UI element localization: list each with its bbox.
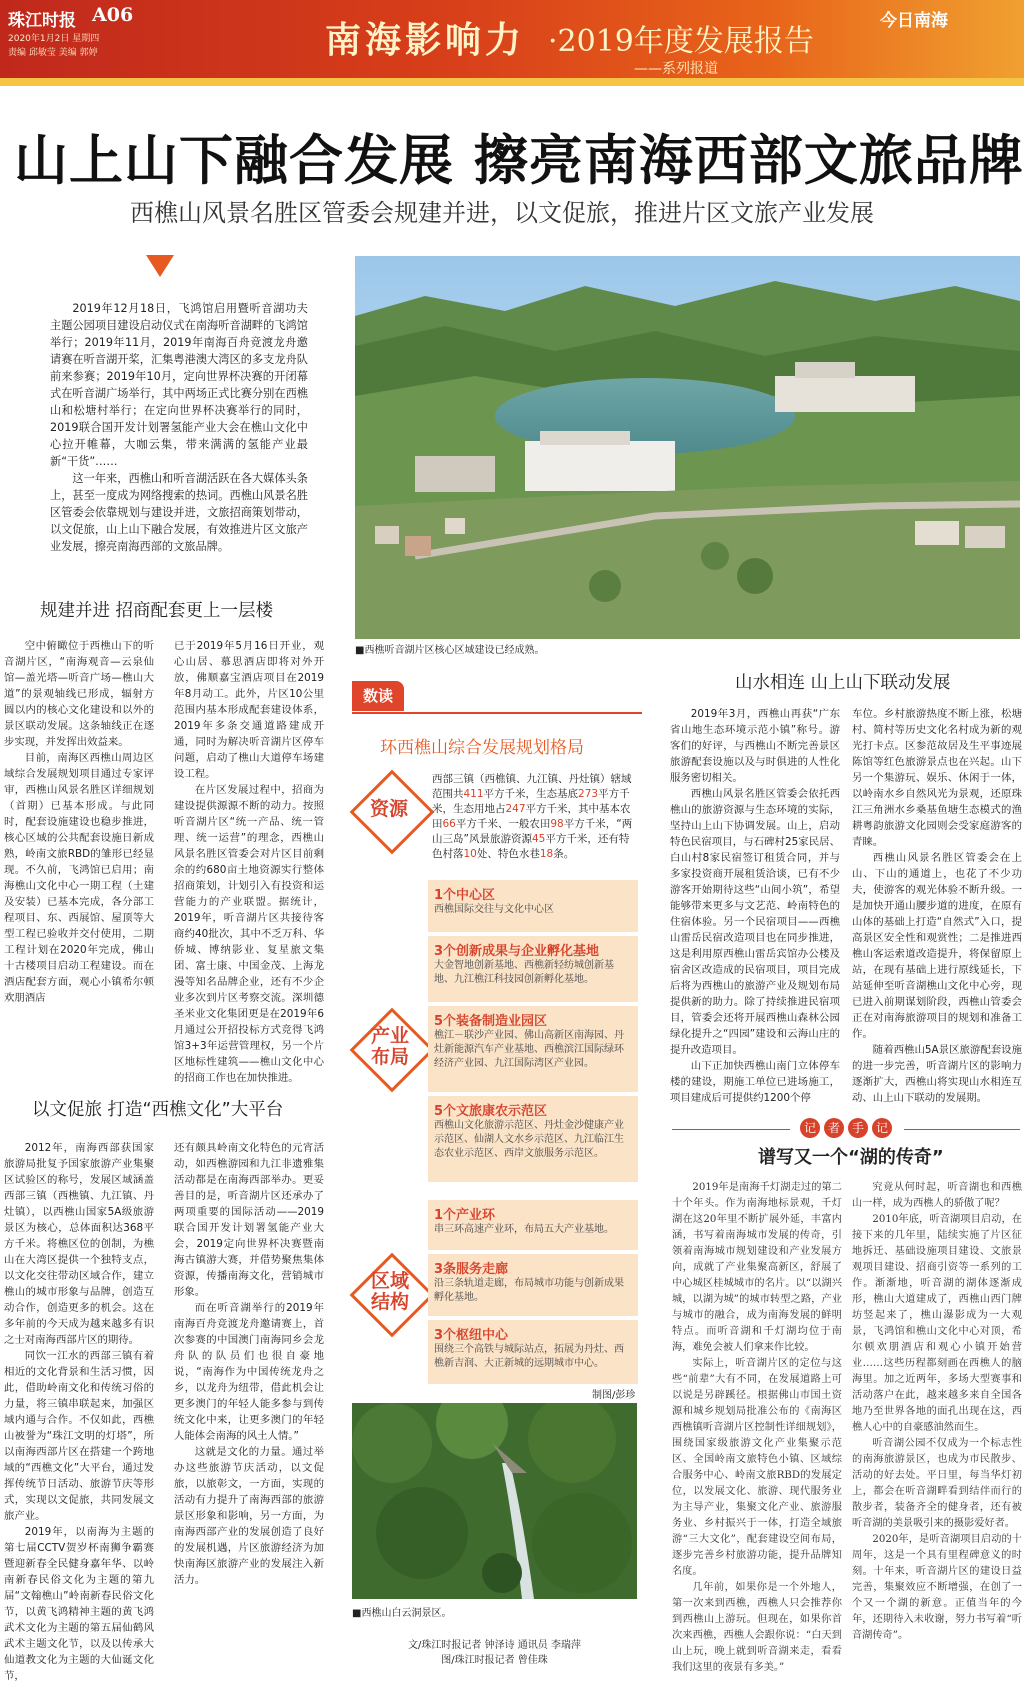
divider [904,1129,1020,1130]
lead-paragraph: 这一年来，西樵山和听音湖活跃在各大媒体头条上，甚至一度成为网络搜索的热词。西樵山风景名胜区管委会依靠规划与建设并进，文旅招商策划带动，以文促旅，山上山下融合发展，有效推进片区文旅产业发展，擦亮南海西部的文旅品牌。 [50,472,308,553]
plan-item-title: 5个装备制造业园区 [434,1014,548,1029]
article-column [670,706,840,1106]
plan-item-desc: 串三环高速产业环，布局五大产业基地。 [434,1224,614,1235]
article-paragraph: 2012年，南海西部获国家旅游局批复予国家旅游产业集聚区试验区的称号，发展区域涵盖西部三镇（西樵镇、九江镇、丹灶镇），以西樵山国家5A级旅游景区为核心，总体面积达368平方千米。将樵区位的创制，为樵山在大湾区提供一个独特支点，以文化交往带动区域合作，建立樵山的城市形象与品牌，创造互动合作，创造更多的机会。这在多年前的今天成为越来越多有识之士对南海西部片区的期待。 [4,1142,154,1346]
waterfall-photo [352,1403,637,1599]
figure-highlight: 273 [578,788,599,800]
data-tag: 数读 [352,681,404,711]
article-paragraph: 西樵山风景名胜区管委会在上山、下山的通道上，也花了不少功夫，使游客的观光体验不断升级。一是加快开通山腰步道的进度，在原有山体的基础上打造“自然式”入口，提高景区安全性和观赏性；二是推进西樵山客运索道改造提升，将保留原上站，在现有基础上进行原线延长，下站延伸至听音湖樵山文化中心旁，现已进入前期谋划阶段，西樵山管委会正在对南海旅游项目的规划和准备工作。 [852,852,1022,1040]
lead-paragraph: 2019年12月18日，飞鸿馆启用暨听音湖功夫主题公园项目建设启动仪式在南海听音湖畔的飞鸿馆举行；2019年11月，2019年南海百舟竞渡龙舟邀请赛在听音湖开桨，汇集粤港澳大湾区的多支龙舟队前来参赛；2019年10月，定向世界杯决赛的开闭幕式在听音湖广场举行，其中两场正式比赛分别在西樵山和松塘村举行；在定向世界杯决赛举行的同时，2019联合国开发计划署氢能产业大会在樵山文化中心拉开帷幕，大咖云集，带来满满的氢能产业最新“干货”…… [50,302,308,468]
plan-item-desc: 围绕三个高铁与城际站点，拓展为丹灶、西樵新吉润、大正新城的远期城市中心。 [434,1344,624,1369]
section-title: 以文促旅 打造“西樵文化”大平台 [32,1100,284,1120]
graphic-credit: 制图/彭珍 [592,1390,636,1401]
plan-item-title: 3个创新成果与企业孵化基地 [434,944,600,959]
text-part: 条。 [553,848,575,860]
article-paragraph: 随着西樵山5A景区旅游配套设施的进一步完善，听音湖片区的影响力逐渐扩大，西樵山将实现山水相连互动、山上山下联动的发展期。 [852,1044,1022,1104]
issue-meta [8,32,118,60]
text-part: 平方千米、一般农田 [455,818,551,830]
section-title: 山水相连 山上山下联动发展 [735,673,951,693]
plan-item-title: 1个产业环 [434,1208,496,1223]
chevron-down-icon [146,255,174,277]
text-part: 西部三镇（西樵镇、九江镇、丹灶镇）辖域范围共 [432,773,632,800]
plan-item-title: 1个中心区 [434,888,496,903]
notes-paragraph: 实际上，听音湖片区的定位与这些“前辈”大有不同，在发展道路上可以说是另辟蹊径。根据佛山市国土资源和城乡规划局批准公布的《南海区西樵镇听音湖片区控制性详细规划》，围绕国家级旅游文化产业集聚示范区、全国岭南文旅特色小镇、区域综合服务中心、岭南文旅RBD的发展定位，以发展文化、旅游、现代服务业为主导产业，集聚文化产业、旅游服务业、乡村振兴于一体，打造全域旅游“三大文化”，配套建设空间布局，逐步完善乡村旅游功能，提升品牌知名度。 [672,1358,842,1577]
plan-item [428,1254,638,1316]
text-part: 处、特色水巷 [476,848,540,860]
plan-item-desc: 大金智地创新基地、西樵新轻纺城创新基地、九江樵江科技园创新孵化基地。 [434,960,614,985]
text-part: 平方千米，还有特色村落 [432,833,630,860]
notes-column [852,1180,1022,1644]
divider [352,712,642,714]
issue-editors: 责编 邱敏莹 美编 郭婷 [8,48,98,58]
category-regional [352,1255,428,1331]
article-paragraph: 目前，南海区西樵山周边区域综合发展规划项目通过专家评审，西樵山风景名胜区详细规划（首期）已基本形成。与此同时，配套设施建设也稳步推进，核心区域的公共配套设施日新成熟，岭南文旅RBD的雏形已经显现。不久前，飞鸿馆已启用；南海樵山文化中心一期工程（土建及安装）已基本完成，各分部工程项目、东、西展馆、屋顶等大型工程已验收并交付使用，二期工程计划在2020年完成，佛山十古楼项目启动工程建设。而在酒店配套方面，观心小镇希尔顿欢朋酒店 [4,752,154,1004]
data-box-title: 环西樵山综合发展规划格局 [380,738,584,758]
badge-char: 者 [824,1118,844,1138]
cave-scenic-photo [352,1403,637,1599]
badge-char: 手 [848,1118,868,1138]
plan-item-desc: 西樵山文化旅游示范区、丹灶金沙健康产业示范区、仙湖人文水乡示范区、九江临江生态农业示范区、西岸文旅服务示范区。 [434,1120,624,1159]
notes-paragraph: 2010年底，听音湖项目启动，在接下来的几年里，陆续实施了片区征地拆迁、基础设施项目建设、文旅景观项目建设、招商引资等一系列的工作。渐渐地，听音湖的湖体逐渐成形，樵山大道建成了，西樵山西门牌坊竖起来了，樵山瀑影成为一大观景，飞鸿馆和樵山文化中心对顶，希尔顿欢朋酒店和观心小镇开始营业……这些历程都刻画在西樵人的脑海里。加之近两年，多场大型赛事和活动落户在此，越来越多来自全国各地乃至世界各地的面孔出现在这，西樵人心中的自豪感油然而生。 [852,1214,1022,1433]
article-paragraph: 2019年3月，西樵山再获“广东省山地生态环境示范小镇”称号。游客们的好评，与西樵山不断完善景区旅游配套设施以及与时俱进的人性化服务密切相关。 [670,708,840,784]
article-paragraph: 空中俯瞰位于西樵山下的听音湖片区，“南海观音—云泉仙馆—盖光塔—听音广场—樵山大道”的景观轴线已形成，辐射方圆以内的核心文化建设和以外的景区联动发展。这条轴线正在逐步实现，并发挥出效益来。 [4,640,154,748]
figure-highlight: 98 [550,818,564,830]
plan-item [428,1320,638,1384]
notes-paragraph: 2020年，是听音湖项目启动的十周年，这是一个具有里程碑意义的时刻。十年来，听音湖片区的建设日益完善，集聚效应不断增强，在创了一个又一个湖的新意。正值当年的今年，还期待入未收谢，努力书写着“听音湖传奇”。 [852,1534,1022,1641]
plan-item-desc: 西樵国际交往与文化中心区 [434,904,554,915]
main-photo [355,256,1020,639]
article-column [4,638,154,1006]
byline-writer: 文/珠江时报记者 钟泽诗 通讯员 李瑞萍 [408,1640,581,1651]
plan-item-title: 3个枢纽中心 [434,1328,509,1343]
article-paragraph: 在片区发展过程中，招商为建设提供源源不断的动力。按照听音湖片区“统一产品、统一管理、统一运营”的理念，西樵山风景名胜区管委会对片区目前剩余的约680亩土地资源实行整体招商策划，计划引入有投资和运营能力的产业联盟。据统计，2019年，听音湖片区共接待客商约40批次，其中不乏万科、华侨城、博纳影业、复星旅文集团、富士康、中国金茂、上海龙漫等知名品牌企业，还有不少企业多次到片区考察交流。深圳德圣米业文化集团更是在2019年6月通过公开招投标方式竞得飞鸿馆3+3年运营管理权，另一个片区地标性建筑——樵山文化中心的招商工作也在加快推进。 [174,784,324,1084]
article-paragraph: 车位。乡村旅游热度不断上涨，松塘村、简村等历史文化名村成为新的观光打卡点。区参范故居及生平事迹展陈馆等红色旅游景点也在兴起。山下另一个集游玩、娱乐、休闲于一体，以岭南水乡自然风光为景观，还原珠江三角洲水乡桑基鱼塘生态模式的渔耕粤韵旅游文化园则会受家庭游客的青睐。 [852,708,1022,848]
notes-column [672,1180,842,1676]
divider [672,1129,790,1130]
figure-highlight: 411 [463,788,484,800]
article-column [852,706,1022,1106]
category-resources [352,772,428,848]
badge-char: 记 [872,1118,892,1138]
lead-paragraphs [50,300,308,555]
figure-highlight: 10 [463,848,477,860]
category-label: 产业布局 [370,1025,409,1068]
column-report-title: ·2019年度发展报告 [548,24,814,59]
masthead-stripe [0,78,1024,86]
plan-item-desc: 樵江－联沙产业园、佛山高新区南海园、丹灶新能源汽车产业基地、西樵滨江国际绿环经济产业园、九江国际湾区产业园。 [434,1030,624,1069]
text-part: 平方千米，其中基本农田 [432,803,631,830]
article-paragraph: 还有颇具岭南文化特色的元宵活动，如西樵游园和九江非遗雅集活动都是在南海西部举办。更妥善目的是，听音湖片区还承办了两项重要的国际活动——2019联合国开发计划署氢能产业大会，2019定向世界杯决赛暨南海古镇游大赛，并借势聚焦集体资源，传播南海文化，营销城市形象。 [174,1142,324,1298]
notes-paragraph: 究竟从何时起，听音湖也和西樵山一样，成为西樵人的骄傲了呢？ [852,1182,1022,1209]
notes-paragraph: 听音湖公园不仅成为一个标志性的南海旅游景区，也成为市民散步、活动的好去处。平日里，每当华灯初上，都会在听音湖畔看到结伴而行的散步者，装备齐全的健身者，还有被听音湖的美景吸引来的摄影爱好者。 [852,1438,1022,1529]
page-number: A06 [92,4,134,26]
plan-item-desc: 沿三条轨道走廊，布局城市功能与创新成果孵化基地。 [434,1278,624,1303]
byline-photo: 图/珠江时报记者 曾佳珠 [441,1655,548,1666]
column-brand: 南海影响力 [325,19,526,61]
figure-highlight: 45 [531,833,546,845]
small-photo-caption: ■西樵山白云洞景区。 [352,1608,452,1619]
sub-headline: 西樵山风景名胜区管委会规建并进，以文促旅，推进片区文旅产业发展 [130,199,874,227]
text-part: 平方千米，“两山三岛”风景旅游资源 [432,818,633,845]
notes-paragraph: 几年前，如果你是一个外地人，第一次来到西樵，西樵人只会推荐你到西樵山上游玩。但现在，如果你首次来西樵，西樵人会跟你说：“白天到山上玩，晚上就到听音湖来走，看看我们这里的夜景有多美。” [672,1582,842,1673]
main-photo-caption: ■西樵听音湖片区核心区域建设已经成熟。 [355,645,545,656]
plan-item-title: 5个文旅康农示范区 [434,1104,548,1119]
plan-item [428,1006,638,1092]
notes-title: 谱写又一个“湖的传奇” [758,1147,944,1168]
byline [352,1638,637,1668]
category-industry [352,1010,428,1086]
section-title: 规建并进 招商配套更上一层楼 [40,601,274,621]
text-part: 平方千米，生态基底 [483,788,579,800]
plan-item-title: 3条服务走廊 [434,1262,509,1277]
column-subtitle: ——系列报道 [634,61,718,77]
badge-char: 记 [800,1118,820,1138]
article-column [174,1140,324,1588]
resources-text [432,772,637,862]
text-part: 平方千米，生态用地占 [432,788,630,815]
article-paragraph: 山下正加快西樵山南门立体停车楼的建设，期施工单位已进场施工，项目建成后可提供约1200个停 [670,1060,840,1104]
figure-highlight: 18 [539,848,554,860]
issue-date: 2020年1月2日 星期四 [8,34,100,44]
article-paragraph: 西樵山风景名胜区管委会依托西樵山的旅游资源与生态环境的实际，坚持山上山下协调发展。山上，启动特色民宿项目，与石碑村25家民居、白山村8家民宿签订租赁合同，并与多家投资商开展租赁洽谈，已有不少游客开始期待这些“山间小筑”，希望能够带来更多与文艺范、岭南特色的住宿体验。另一个民宿项目——西樵山雷岳民宿改造项目也在同步推进，这是利用原西樵山雷岳宾馆办公楼及宿舍区改造成的民宿项目，项目完成后将为西樵山的旅游产业及规划布局提供新的助力。除了持续推进民宿项目，管委会还将开展西樵山森林公园绿化提升之“四园”建设和云海山庄的提升改造项目。 [670,788,840,1056]
plan-item [428,936,638,1002]
plan-item [428,880,638,932]
paper-name: 珠江时报 [8,11,76,31]
category-label: 区域结构 [370,1270,409,1313]
plan-item [428,1096,638,1182]
article-paragraph: 同饮一江水的西部三镇有着相近的文化背景和生活习惯，因此，借助岭南文化和传统习俗的力量，将三镇串联起来，加强区域内通与合作。不仅如此，西樵山被誉为“珠江文明的灯塔”，所以南海西部片区在搭建一个跨地域的“西樵文化”大平台，通过发挥传统节日活动、旅游节庆等形式，实现以文促旅，共同发展文旅产业。 [4,1350,154,1522]
main-headline: 山上山下融合发展 擦亮南海西部文旅品牌 [14,129,1024,192]
figure-highlight: 247 [505,803,526,815]
article-column [4,1140,154,1684]
notes-paragraph: 2019年是南海千灯湖走过的第二十个年头。作为南海地标景观，千灯湖在这20年里不断扩展外延，丰富内涵，书写着南海城市发展的传奇，引领着南海城市规划建设和产业发展方向，成就了产业集聚高新区，舒展了中心城区桂城城市的名片。以“以湖兴城，以湖为城”的城市转型之路，产业与城市的融合，成为南海发展的鲜明特点。而听音湖和千灯湖均位于南海，难免会被人们拿来作比较。 [672,1182,842,1353]
article-paragraph: 这就是文化的力量。通过举办这些旅游节庆活动，以文促旅，以旅彰文，一方面，实现的活动有力提升了南海西部的旅游景区形象和影响，另一方面，为南海西部产业的发展创造了良好的发展机遇，片区旅游经济为加快南海区旅游产业的发展注入新活力。 [174,1446,324,1586]
article-paragraph: 而在听音湖举行的2019年南海百舟竞渡龙舟邀请赛上，首次参赛的中国澳门南海同乡会龙舟队的队员们也很自豪地说，“南海作为中国传统龙舟之乡，以龙舟为纽带，借此机会让更多澳门的年轻人能多参与到传统文化中来，让更多澳门的年轻人能体会南海的风土人情。” [174,1302,324,1442]
article-column [174,638,324,1086]
notes-badge [798,1118,894,1138]
article-paragraph: 2019年，以南海为主题的第七届CCTV贺岁杯南狮争霸赛暨迎新春全民健身嘉年华、以岭南新春民俗文化为主题的第九届“文翰樵山”岭南新春民俗文化节，以黄飞鸿精神主题的黄飞鸿武术文化为主题的第五届仙鹤风武术主题文化节，以及以传承大仙道教文化为主题的大仙诞文化节， [4,1526,154,1682]
figure-highlight: 66 [442,818,456,830]
plan-item [428,1200,638,1250]
category-label: 资源 [369,798,408,820]
section-tag: 今日南海 [880,11,948,31]
aerial-lake-photo [355,256,1020,639]
article-paragraph: 已于2019年5月16日开业，观心山居、慕思酒店即将对外开放，佛顺嘉宝酒店项目在2019年8月动工。此外，片区10公里范围内基本形成配套建设体系，2019年多条交通道路建成开通，同时为解决听音湖片区停车问题，启动了樵山大道停车场建设工程。 [174,640,324,780]
